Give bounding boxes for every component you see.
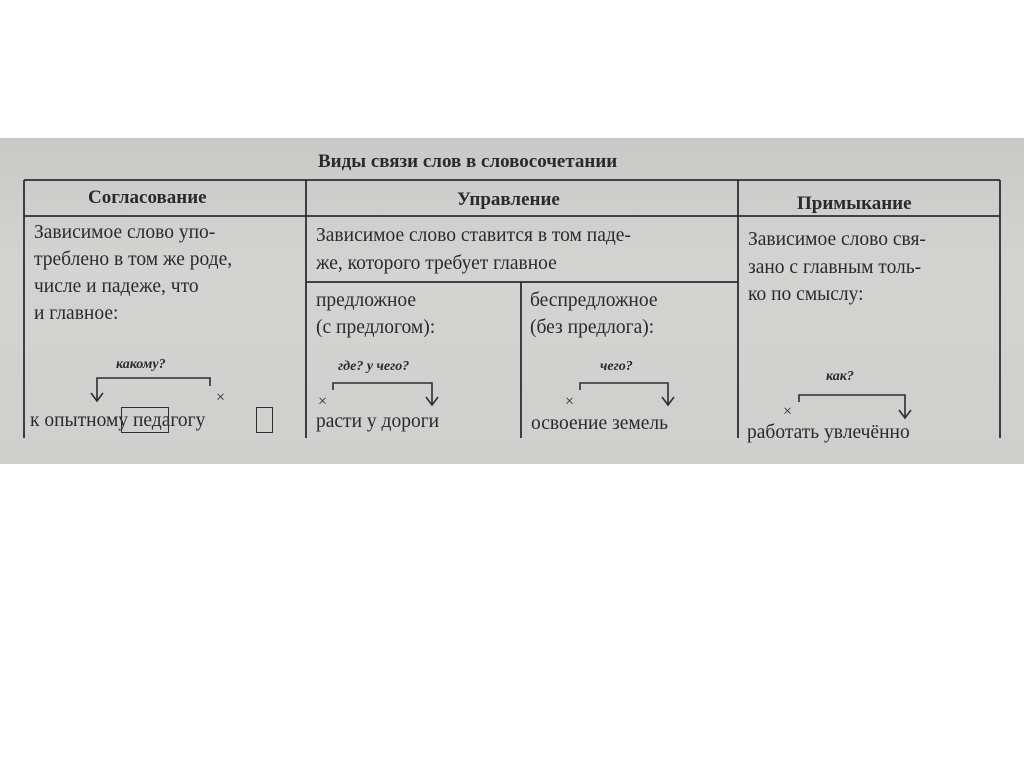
cross-mark: × [318,393,328,410]
ending-outline [256,407,273,433]
adjunction-definition-line: зано с главным толь- [748,257,922,278]
agreement-definition-line: треблено в том же роде, [34,249,233,270]
example-word-ending: ому [96,410,129,431]
example-word-stem: педагог [132,410,196,431]
agreement-example [30,411,205,431]
ending-outline [121,407,169,433]
header-adjunction: Примыкание [797,193,912,214]
example-word-stem: к опытн [30,410,97,431]
adjunction-question: как? [826,369,854,384]
agreement-definition-line: Зависимое слово упо- [34,222,216,243]
prepositional-label: (с предлогом): [316,317,436,338]
cross-mark: × [216,389,226,406]
agreement-question: какому? [116,357,166,372]
prepositional-question: где? у чего? [338,359,410,374]
non-prepositional-label: (без предлога): [530,317,655,338]
agreement-definition-line: числе и падеже, что [34,276,199,297]
prepositional-label: предложное [316,290,417,311]
cross-mark: × [565,393,575,410]
prepositional-example: расти у дороги [316,411,440,432]
header-government: Управление [457,189,560,210]
adjunction-definition-line: ко по смыслу: [748,284,864,305]
agreement-definition-line: и главное: [34,303,119,324]
header-agreement: Согласование [88,187,207,208]
ending-box [196,410,206,431]
adjunction-example: работать увлечённо [747,422,910,443]
example-word-ending: у [195,410,206,431]
cross-mark: × [783,403,793,420]
government-definition-line: же, которого требует главное [316,253,557,274]
adjunction-definition-line: Зависимое слово свя- [748,229,926,250]
government-definition-line: Зависимое слово ставится в том паде- [316,225,631,246]
photo-of-textbook-table [0,138,1024,464]
non-prepositional-question: чего? [600,359,633,374]
non-prepositional-example: освоение земель [531,413,668,434]
table-title: Виды связи слов в словосочетании [318,151,618,172]
non-prepositional-label: беспредложное [530,290,658,311]
